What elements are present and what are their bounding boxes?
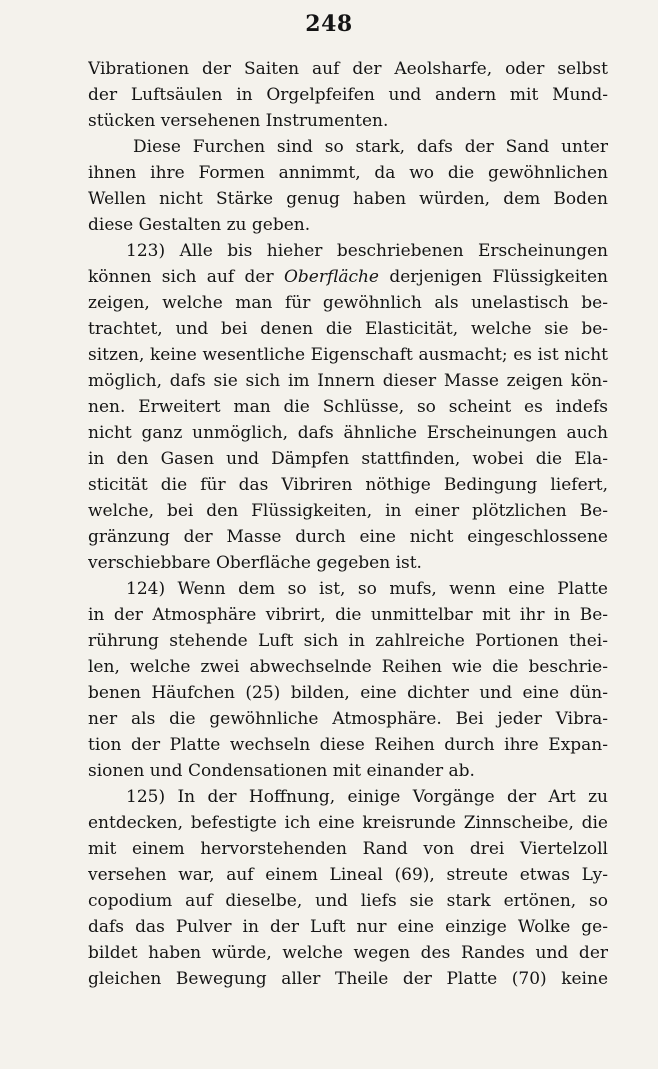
text-line: diese Gestalten zu geben. <box>88 215 311 235</box>
text-line: copodium auf dieselbe, und liefs sie stark ertönen, so <box>88 891 608 911</box>
text-line: 124) Wenn dem so ist, so mufs, wenn eine Platte <box>126 579 608 599</box>
text-line: ihnen ihre Formen annimmt, da wo die gewöhnlichen <box>88 163 608 183</box>
text-line: rührung stehende Luft sich in zahlreiche Portionen thei- <box>88 631 608 651</box>
text-line: zeigen, welche man für gewöhnlich als unelastisch be- <box>88 293 608 313</box>
text-line: in den Gasen und Dämpfen stattfinden, wobei die Ela- <box>88 449 608 469</box>
text-line: versehen war, auf einem Lineal (69), streute etwas Ly- <box>88 865 608 885</box>
emphasized-word: Oberfläche <box>283 267 379 287</box>
text-line: nicht ganz unmöglich, dafs ähnliche Erscheinungen auch <box>88 423 608 443</box>
text-line: verschiebbare Oberfläche gegeben ist. <box>88 553 422 573</box>
text-line: entdecken, befestigte ich eine kreisrunde Zinnscheibe, die <box>88 813 608 833</box>
text-line: benen Häufchen (25) bilden, eine dichter und eine dün- <box>88 683 608 703</box>
text-line: Diese Furchen sind so stark, dafs der Sand unter <box>133 137 608 157</box>
page-number: 248 <box>305 11 353 37</box>
text-line: bildet haben würde, welche wegen des Randes und der <box>88 943 608 963</box>
text-line: gränzung der Masse durch eine nicht eingeschlossene <box>88 527 608 547</box>
text-line: möglich, dafs sie sich im Innern dieser Masse zeigen kön- <box>88 371 608 391</box>
text-line: mit einem hervorstehenden Rand von drei Viertelzoll <box>88 839 608 859</box>
text-line: können sich auf der Oberfläche derjenigen Flüssigkeiten <box>88 267 608 287</box>
text-line: len, welche zwei abwechselnde Reihen wie die beschrie- <box>88 657 608 677</box>
text-line: der Luftsäulen in Orgelpfeifen und andern mit Mund- <box>88 85 608 105</box>
text-line: ner als die gewöhnliche Atmosphäre. Bei jeder Vibra- <box>88 709 608 729</box>
text-line: trachtet, und bei denen die Elasticität, welche sie be- <box>88 319 608 339</box>
text-line: tion der Platte wechseln diese Reihen durch ihre Expan- <box>88 735 608 755</box>
text-line: 125) In der Hoffnung, einige Vorgänge der Art zu <box>126 787 608 807</box>
text-line: stücken versehenen Instrumenten. <box>88 111 389 131</box>
text-line: Vibrationen der Saiten auf der Aeolsharfe, oder selbst <box>88 59 608 79</box>
text-line: sionen und Condensationen mit einander ab. <box>88 761 475 781</box>
body-text <box>88 56 608 992</box>
text-line: sitzen, keine wesentliche Eigenschaft ausmacht; es ist nicht <box>88 345 608 365</box>
text-line: gleichen Bewegung aller Theile der Platte (70) keine <box>88 969 608 989</box>
text-line: welche, bei den Flüssigkeiten, in einer plötzlichen Be- <box>88 501 608 521</box>
text-line: 123) Alle bis hieher beschriebenen Erscheinungen <box>126 241 608 261</box>
text-line: dafs das Pulver in der Luft nur eine einzige Wolke ge- <box>88 917 608 937</box>
text-line: nen. Erweitert man die Schlüsse, so scheint es indefs <box>88 397 608 417</box>
text-line: Wellen nicht Stärke genug haben würden, dem Boden <box>88 189 608 209</box>
text-line: sticität die für das Vibriren nöthige Bedingung liefert, <box>88 475 608 495</box>
text-line: in der Atmosphäre vibrirt, die unmittelbar mit ihr in Be- <box>88 605 608 625</box>
